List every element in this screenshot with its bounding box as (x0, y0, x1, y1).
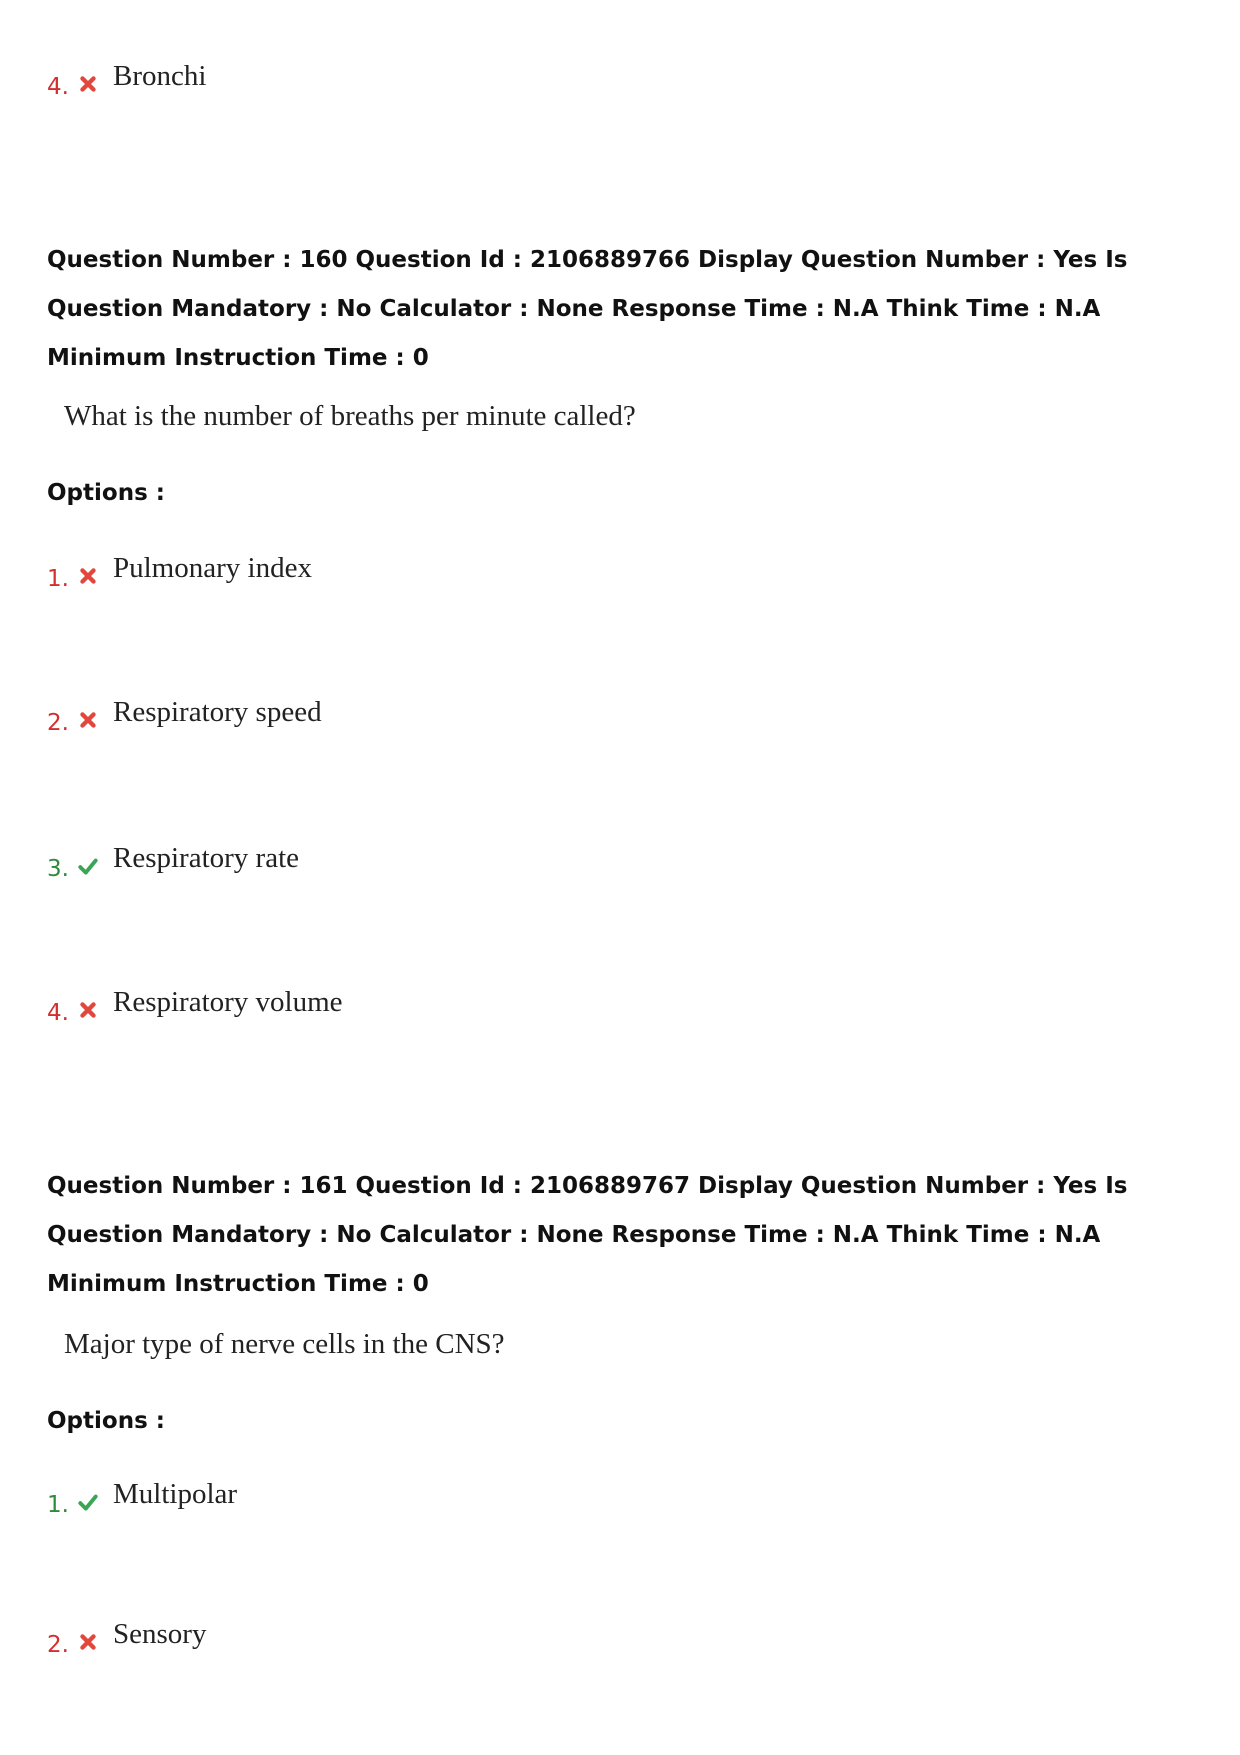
cross-icon (77, 73, 99, 95)
option-number: 2. (47, 1632, 69, 1658)
option-text: Respiratory volume (113, 986, 343, 1018)
cross-icon (77, 1631, 99, 1653)
options-label: Options : (47, 480, 165, 506)
option-text: Pulmonary index (113, 552, 312, 584)
option-item (47, 60, 206, 100)
option-item (47, 1618, 206, 1658)
option-number: 1. (47, 566, 69, 592)
option-text: Sensory (113, 1618, 207, 1650)
option-number: 2. (47, 710, 69, 736)
option-item (47, 1478, 237, 1518)
option-number: 4. (47, 1000, 69, 1026)
check-icon (77, 855, 99, 877)
option-text: Multipolar (113, 1478, 238, 1510)
question-header: Question Number : 161 Question Id : 2106889767 Display Question Number : Yes Is Question Mandatory : No Calculator : None Response Time : N.A Think Time : N.A Minimum Instruction Time : 0 (47, 1173, 1128, 1297)
option-text: Respiratory speed (113, 696, 322, 728)
cross-icon (77, 709, 99, 731)
check-icon (77, 1491, 99, 1513)
option-item (47, 842, 299, 882)
question-text: Major type of nerve cells in the CNS? (64, 1328, 505, 1360)
option-text: Respiratory rate (113, 842, 300, 874)
option-text: Bronchi (113, 60, 207, 92)
question-text: What is the number of breaths per minute called? (64, 400, 636, 432)
cross-icon (77, 565, 99, 587)
options-label: Options : (47, 1408, 165, 1434)
option-item (47, 696, 322, 736)
option-item (47, 552, 312, 592)
option-number: 4. (47, 74, 69, 100)
cross-icon (77, 999, 99, 1021)
option-number: 3. (47, 856, 69, 882)
option-number: 1. (47, 1492, 69, 1518)
question-header: Question Number : 160 Question Id : 2106889766 Display Question Number : Yes Is Question Mandatory : No Calculator : None Response Time : N.A Think Time : N.A Minimum Instruction Time : 0 (47, 247, 1128, 371)
option-item (47, 986, 343, 1026)
